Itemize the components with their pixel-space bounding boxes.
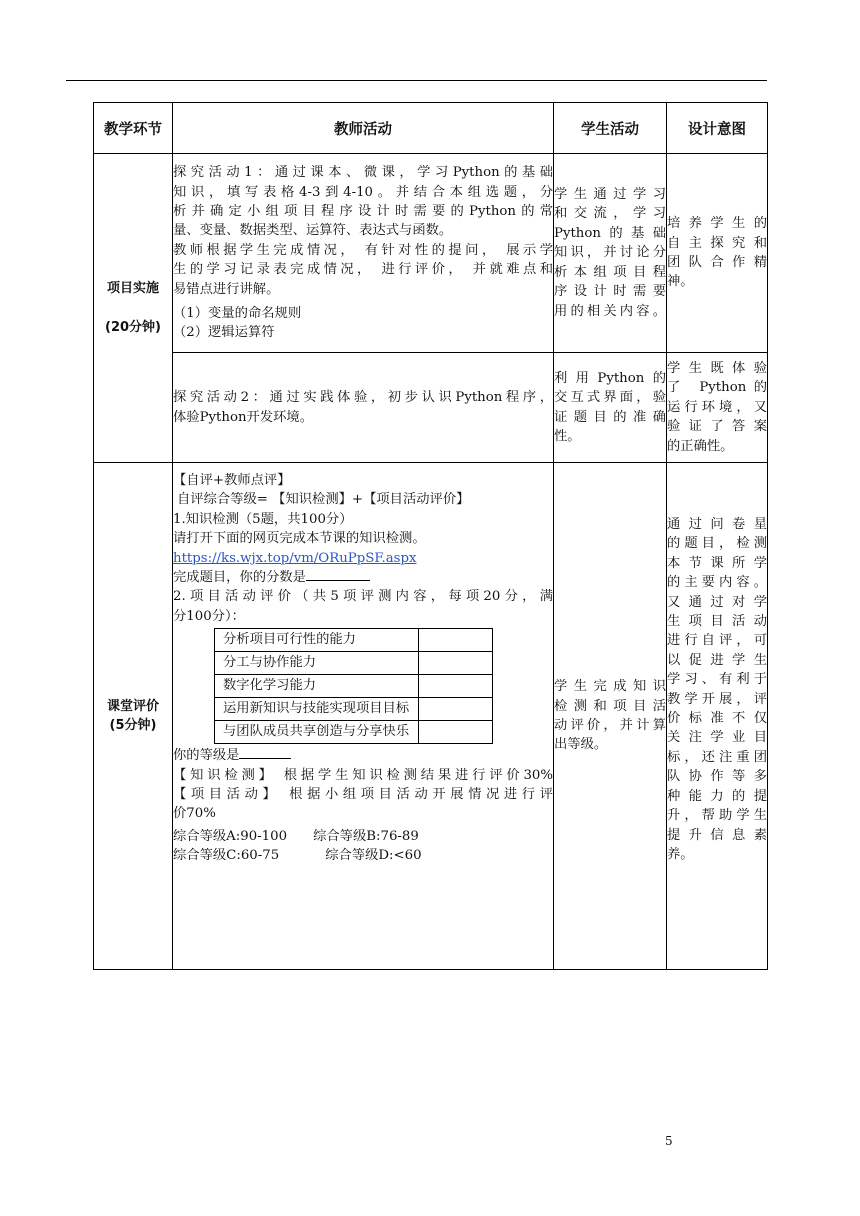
criteria-row: [215, 675, 493, 698]
stage-time: (20分钟): [105, 320, 161, 335]
criteria-row: [215, 629, 493, 652]
text-line: 序设计时需要: [554, 284, 666, 300]
table-header-row: [94, 103, 768, 154]
text-line: 学生完成知识: [554, 679, 666, 695]
text-line: 神。: [667, 274, 694, 290]
criteria-table: [214, 628, 493, 744]
text-line: 了 Python的: [667, 380, 767, 396]
grade-scale-row-1: [173, 827, 553, 846]
teacher-activity-1: [173, 154, 554, 353]
open-page-instruction: 请打开下面的网页完成本节课的知识检测。: [173, 531, 426, 547]
text-line: （2）逻辑运算符: [173, 325, 275, 341]
text-line: 运行环境，又: [667, 399, 767, 415]
text-line: 验证了答案: [667, 419, 767, 435]
criteria-label: 与团队成员共享创造与分享快乐: [215, 721, 419, 744]
design-intent-2: [667, 353, 768, 463]
grade-a: 综合等级A:90-100: [173, 828, 288, 844]
score-line: [173, 568, 553, 587]
weight-project: 【项目活动】 根据小组项目活动开展情况进行评: [173, 787, 553, 803]
text-line: 养。: [667, 846, 694, 862]
student-activity-2: [554, 353, 667, 463]
text-line: （1）变量的命名规则: [173, 306, 302, 322]
text-line: 的主要内容。: [667, 575, 767, 591]
text-line: 学生既体验: [667, 360, 767, 376]
criteria-row: [215, 652, 493, 675]
grade-c: 综合等级C:60-75: [173, 848, 280, 864]
text-line: 种能力的提: [667, 788, 767, 804]
text-line: 用的相关内容。: [554, 303, 666, 319]
text-line: 知识，并讨论分: [554, 245, 666, 261]
project-eval-title: 2.项目活动评价（共5项评测内容，每项20分，满: [173, 589, 553, 605]
stage-classroom-evaluation: [94, 463, 173, 970]
text-line: 价标准不仅: [667, 711, 767, 727]
criteria-row: [215, 721, 493, 744]
text-line: 证题目的准确: [554, 409, 666, 425]
quiz-link[interactable]: https://ks.wjx.top/vm/ORuPpSF.aspx: [173, 550, 417, 566]
header-teacher-activity: 教师活动: [173, 103, 554, 154]
text-line: 检测和项目活: [554, 698, 666, 714]
text-line: 以促进学生: [667, 652, 767, 668]
text-line: 动评价，并计算: [554, 718, 666, 733]
text-line: 学习、有利于: [667, 672, 767, 688]
text-line: 队协作等多: [667, 769, 767, 785]
criteria-score: [419, 721, 493, 744]
grade-b: 综合等级B:76-89: [313, 828, 419, 844]
teacher-activity-2: [173, 353, 554, 463]
text-line: 教师根据学生完成情况， 有针对性的提问， 展示学: [173, 242, 553, 258]
page-number: 5: [665, 1134, 673, 1148]
stage-name: 项目实施: [106, 281, 159, 296]
text-line: 培养学生的: [667, 216, 767, 232]
text-line: 通过问卷星: [667, 517, 767, 532]
text-line: 探究活动1：通过课本、微课，学习Python的基础: [173, 165, 553, 181]
criteria-score: [419, 675, 493, 698]
grade-scale-row-2: [173, 846, 553, 865]
header-stage: 教学环节: [94, 103, 173, 154]
text-line: 出等级。: [554, 737, 608, 753]
criteria-label: 分析项目可行性的能力: [215, 629, 419, 652]
criteria-label: 数字化学习能力: [215, 675, 419, 698]
score-blank: [306, 568, 370, 581]
text-line: 教学开展，评: [667, 691, 767, 707]
criteria-score: [419, 652, 493, 675]
text-line: 生的学习记录表完成情况， 进行评价， 并就难点和: [173, 262, 553, 278]
text-line: 学生通过学习: [554, 187, 666, 203]
stage-name: 课堂评价: [106, 699, 159, 714]
text-line: 升，帮助学生: [667, 808, 767, 824]
text-line: 体验Python开发环境。: [173, 409, 314, 425]
text-line: 和交流，学习: [554, 206, 666, 222]
eval-title: 【自评+教师点评】: [173, 473, 291, 488]
text-line: 关注学业目: [667, 730, 767, 746]
stage-time: (5分钟): [109, 718, 157, 733]
text-line: 进行自评，可: [667, 633, 767, 649]
text-line: 性。: [554, 428, 581, 444]
design-intent-evaluation: [667, 463, 768, 970]
table-row: [94, 463, 768, 970]
text-line: 生项目活动: [667, 614, 767, 630]
text-line: 自主探究和: [667, 235, 767, 251]
text-line: 析并确定小组项目程序设计时需要的Python的常: [173, 203, 553, 219]
text-line: 的题目，检测: [667, 536, 767, 552]
text-line: 本节课所学: [667, 555, 767, 571]
header-student-activity: 学生活动: [554, 103, 667, 154]
design-intent-1: [667, 154, 768, 353]
text-line: 利用Python的: [554, 370, 666, 386]
text-line: 探究活动2：通过实践体验，初步认识Python程序，: [173, 390, 553, 406]
project-eval-title-cont: 分100分）：: [173, 608, 245, 624]
header-design-intent: 设计意图: [667, 103, 768, 154]
text-line: 知识，填写表格4-3到4-10。并结合本组选题，分: [173, 184, 553, 200]
weight-knowledge: 【知识检测】 根据学生知识检测结果进行评价30%: [173, 767, 553, 783]
grade-label: 你的等级是: [173, 748, 240, 764]
criteria-row: [215, 698, 493, 721]
text-line: 标，还注重团: [667, 749, 767, 765]
eval-formula: 自评综合等级= 【知识检测】+【项目活动评价】: [177, 492, 470, 508]
stage-project-implementation: [94, 154, 173, 463]
teacher-activity-evaluation: [173, 463, 554, 970]
header-rule: [66, 80, 767, 81]
weight-project-cont: 价70%: [173, 806, 216, 822]
student-activity-evaluation: [554, 463, 667, 970]
text-line: 的正确性。: [667, 438, 734, 454]
grade-line: [173, 746, 553, 765]
text-line: 团队合作精: [667, 255, 767, 270]
criteria-score: [419, 698, 493, 721]
criteria-label: 运用新知识与技能实现项目目标: [215, 698, 419, 721]
text-line: Python的基础: [554, 225, 666, 241]
criteria-score: [419, 629, 493, 652]
text-line: 提升信息素: [667, 827, 767, 843]
grade-blank: [239, 746, 291, 759]
student-activity-1: [554, 154, 667, 353]
knowledge-check-title: 1.知识检测（5题，共100分）: [173, 511, 353, 527]
text-line: 量、变量、数据类型、运算符、表达式与函数。: [173, 223, 453, 239]
score-label: 完成题目，你的分数是: [173, 570, 306, 586]
grade-d: 综合等级D:<60: [325, 848, 422, 864]
text-line: 析本组项目程: [554, 264, 666, 280]
table-row: [94, 154, 768, 353]
lesson-plan-table: [93, 102, 768, 970]
text-line: 又通过对学: [667, 594, 767, 610]
criteria-label: 分工与协作能力: [215, 652, 419, 675]
text-line: 易错点进行讲解。: [173, 281, 280, 297]
table-row: [94, 353, 768, 463]
text-line: 交互式界面，验: [554, 390, 666, 406]
